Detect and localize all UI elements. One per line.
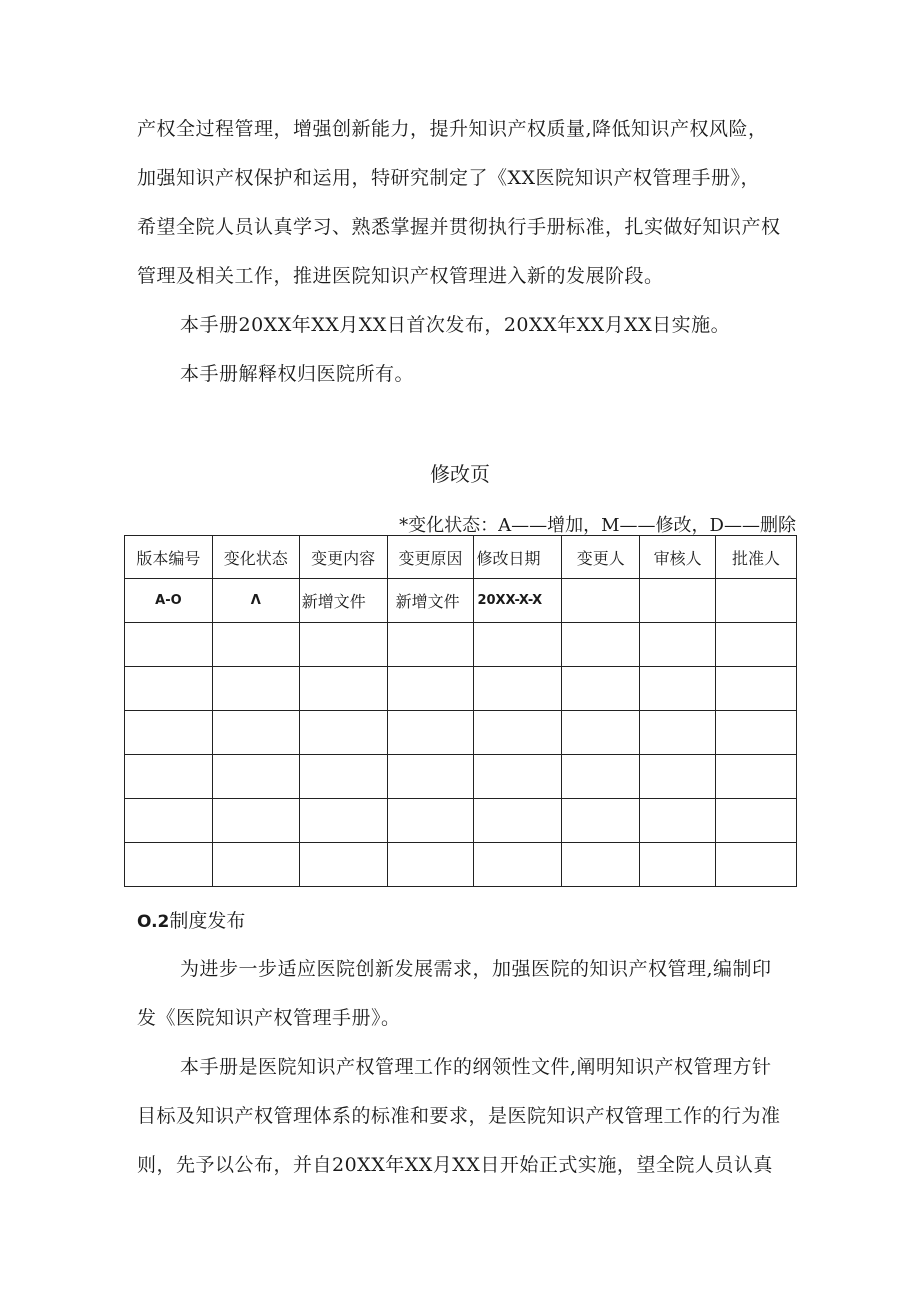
table-cell [562, 623, 640, 667]
table-cell [640, 711, 716, 755]
table-cell [387, 799, 474, 843]
publish-p2-line-2: 目标及知识产权管理体系的标准和要求，是医院知识产权管理工作的行为准 [137, 1105, 781, 1127]
table-cell [387, 843, 474, 887]
cell-change-content: 新增文件 [299, 579, 387, 623]
table-cell [212, 843, 299, 887]
table-cell [716, 755, 797, 799]
table-cell [640, 755, 716, 799]
table-cell [212, 667, 299, 711]
table-cell [387, 623, 474, 667]
cell-change-status: Λ [212, 579, 299, 623]
table-cell [299, 755, 387, 799]
table-cell [125, 667, 213, 711]
table-header-row [125, 536, 797, 579]
table-cell [474, 755, 562, 799]
table-cell [474, 667, 562, 711]
table-cell [299, 799, 387, 843]
table-cell [212, 623, 299, 667]
header-modify-date: 修改日期 [474, 536, 562, 579]
table-cell [562, 711, 640, 755]
header-change-content: 变更内容 [299, 536, 387, 579]
table-cell [212, 711, 299, 755]
table-cell [125, 755, 213, 799]
publish-p2-line-3: 则，先予以公布，并自20XX年XX月XX日开始正式实施，望全院人员认真 [137, 1154, 773, 1176]
table-cell [212, 799, 299, 843]
table-cell [474, 711, 562, 755]
table-cell [125, 843, 213, 887]
intro-line-4: 管理及相关工作，推进医院知识产权管理进入新的发展阶段。 [137, 265, 664, 287]
table-row [125, 843, 797, 887]
revision-page-title: 修改页 [430, 462, 490, 486]
table-row [125, 667, 797, 711]
table-cell [474, 623, 562, 667]
release-note: 本手册20XX年XX月XX日首次发布，20XX年XX月XX日实施。 [180, 314, 731, 336]
table-cell [299, 711, 387, 755]
table-cell [387, 667, 474, 711]
table-cell [299, 843, 387, 887]
table-cell [125, 623, 213, 667]
table-row [125, 755, 797, 799]
publish-p1-line-2: 发《医院知识产权管理手册》。 [137, 1007, 401, 1029]
table-cell [474, 843, 562, 887]
table-cell [125, 799, 213, 843]
publish-p2-line-1: 本手册是医院知识产权管理工作的纲领性文件,阐明知识产权管理方针 [180, 1056, 772, 1078]
table-cell [299, 623, 387, 667]
cell-modify-date: 20XX-X-X [474, 579, 562, 623]
header-change-status: 变化状态 [212, 536, 299, 579]
table-cell [474, 799, 562, 843]
cell-change-reason: 新增文件 [387, 579, 474, 623]
intro-line-1: 产权全过程管理，增强创新能力，提升知识产权质量,降低知识产权风险， [137, 118, 768, 140]
cell-changer [562, 579, 640, 623]
table-cell [716, 711, 797, 755]
table-cell [562, 755, 640, 799]
intro-line-3: 希望全院人员认真学习、熟悉掌握并贯彻执行手册标准，扎实做好知识产权 [137, 216, 781, 238]
table-cell [640, 799, 716, 843]
table-row [125, 711, 797, 755]
interpretation-note: 本手册解释权归医院所有。 [180, 363, 415, 385]
intro-line-2: 加强知识产权保护和运用，特研究制定了《XX医院知识产权管理手册》， [137, 167, 761, 189]
table-cell [716, 623, 797, 667]
table-cell [387, 711, 474, 755]
table-cell [387, 755, 474, 799]
table-cell [562, 667, 640, 711]
table-cell [640, 623, 716, 667]
table-cell [716, 799, 797, 843]
cell-approver [716, 579, 797, 623]
table-row [125, 579, 797, 623]
table-cell [562, 843, 640, 887]
header-version: 版本编号 [125, 536, 213, 579]
cell-version: A-O [125, 579, 213, 623]
table-cell [640, 667, 716, 711]
header-change-reason: 变更原因 [387, 536, 474, 579]
section-number: O.2 [137, 912, 170, 932]
header-reviewer: 审核人 [640, 536, 716, 579]
table-cell [212, 755, 299, 799]
publish-p1-line-1: 为进步一步适应医院创新发展需求，加强医院的知识产权管理,编制印 [180, 958, 772, 980]
change-status-legend: *变化状态：A——增加，M——修改，D——删除 [399, 515, 796, 536]
table-row [125, 623, 797, 667]
table-cell [640, 843, 716, 887]
table-cell [125, 711, 213, 755]
header-changer: 变更人 [562, 536, 640, 579]
header-approver: 批准人 [716, 536, 797, 579]
table-cell [716, 667, 797, 711]
table-cell [716, 843, 797, 887]
table-cell [299, 667, 387, 711]
cell-reviewer [640, 579, 716, 623]
section-title: 制度发布 [169, 910, 246, 932]
table-row [125, 799, 797, 843]
section-heading [137, 906, 245, 933]
revision-table [124, 535, 797, 887]
table-cell [562, 799, 640, 843]
